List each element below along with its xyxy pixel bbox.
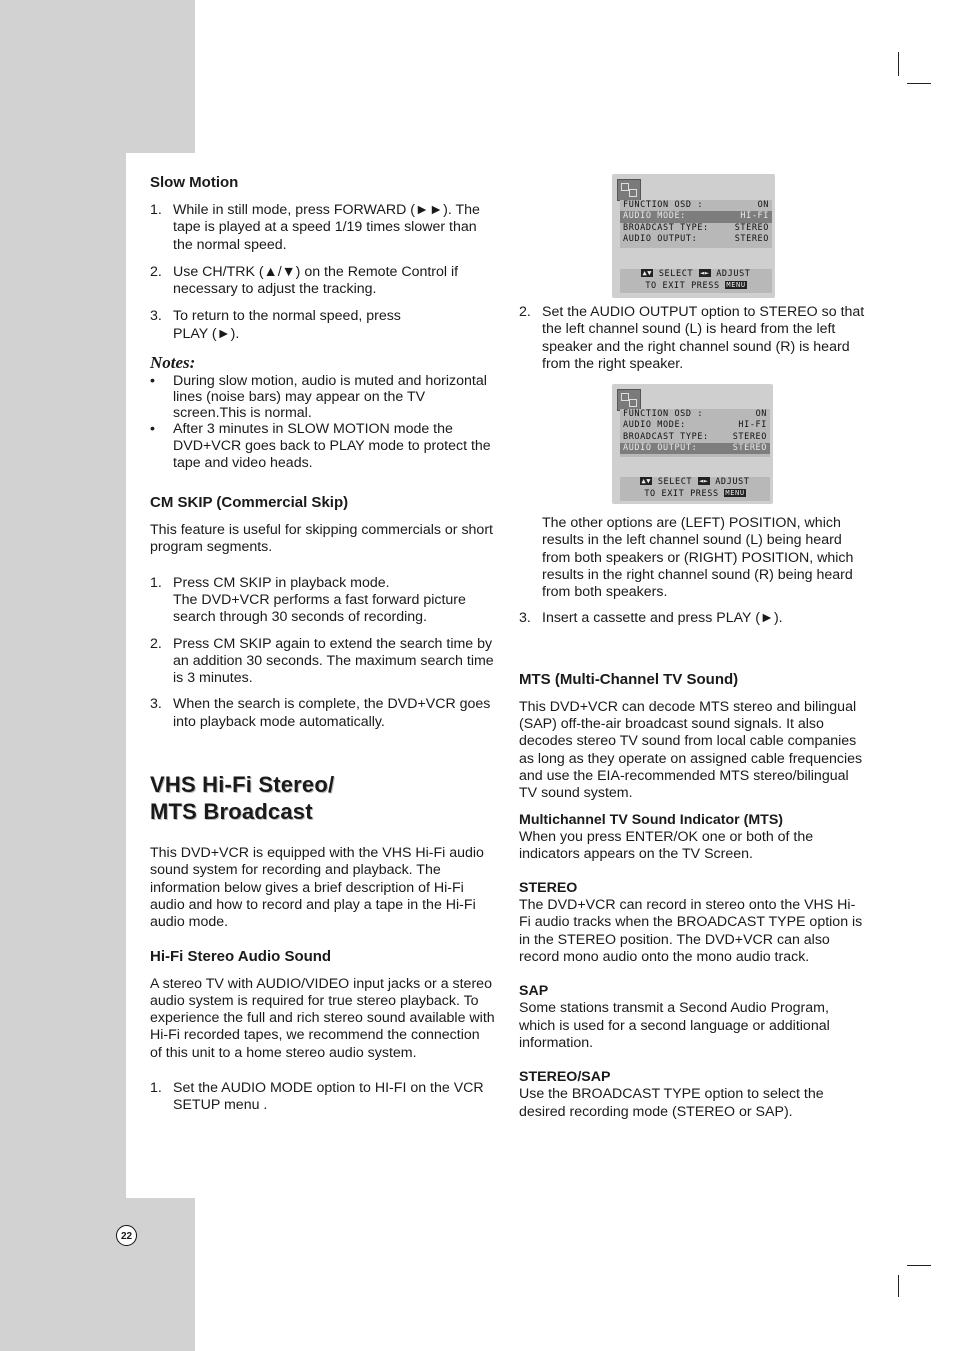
other-options-text: The other options are (LEFT) POSITION, which results in the left channel sound (L) being heard from both speakers or (RIGHT) POSITION, which results in the right channel sound (R) being heard from both speakers. [542,515,854,601]
mts-indicator-text: When you press ENTER/OK one or both of the indicators appears on the TV Screen. [519,828,814,862]
up-down-icon: ▲▼ [641,477,652,485]
audio-output-steps [519,304,867,373]
osd-row: BROADCAST TYPE: STEREO [623,431,767,442]
notes-list [150,373,495,472]
osd-row: FUNCTION OSD : ON [623,409,767,419]
gray-margin-left [0,153,126,1198]
left-column [150,174,495,1115]
gray-margin-top [0,0,195,153]
section-title: VHS Hi-Fi Stereo/ MTS Broadcast [150,772,335,825]
osd-menu [620,409,770,457]
mts-heading: MTS (Multi-Channel TV Sound) [519,670,739,688]
crop-mark [907,83,931,84]
notes-heading: Notes: [150,353,196,373]
slow-motion-steps [150,202,495,343]
crop-mark [898,1275,899,1297]
list-item: 3. When the search is complete, the DVD+VCR goes into playback mode automatically. [150,696,491,730]
slow-motion-heading: Slow Motion [150,174,239,191]
gray-margin-bottom [0,1198,195,1351]
vcr-menu-icon [617,179,641,201]
osd-footer: ▲▼ SELECT ◄► ADJUST TO EXIT PRESS MENU [620,269,772,293]
osd-screen-audio-mode [612,174,775,298]
cm-skip-intro: This feature is useful for skipping commercials or short program segments. [150,522,493,556]
right-column-main [519,515,867,1121]
list-item: 3. Insert a cassette and press PLAY (►). [519,610,783,627]
menu-key-icon: MENU [725,488,745,497]
page-number: 22 [116,1225,137,1246]
osd-screen-audio-output [612,384,773,504]
mts-indicator-heading: Multichannel TV Sound Indicator (MTS) [519,811,784,828]
stereo-sap-heading: STEREO/SAP [519,1069,611,1086]
osd-row-selected: AUDIO MODE: HI-FI [620,211,772,222]
stereo-heading: STEREO [519,880,578,897]
stereo-text: The DVD+VCR can record in stereo onto the VHS Hi-Fi audio tracks when the BROADCAST TYPE option is in the STEREO position. The DVD+VCR can also record mono audio onto the mono audio track. [519,897,863,966]
osd-row-selected: AUDIO OUTPUT: STEREO [620,443,770,454]
hifi-heading: Hi-Fi Stereo Audio Sound [150,947,332,965]
cm-skip-heading: CM SKIP (Commercial Skip) [150,494,349,512]
up-down-icon: ▲▼ [642,269,653,277]
crop-mark [898,52,899,76]
osd-row: AUDIO OUTPUT: STEREO [623,233,769,244]
hifi-text: A stereo TV with AUDIO/VIDEO input jacks or a stereo audio system is required for true stereo playback. To experience the full and rich stereo sound available with Hi-Fi recorded tapes, we recommend the connection of this unit to a home stereo audio system. [150,975,495,1061]
left-right-icon: ◄► [699,269,710,277]
vhs-intro: This DVD+VCR is equipped with the VHS Hi-Fi audio sound system for recording and playback. The information below gives a brief description of Hi-Fi audio and how to record and play a tape in the Hi-Fi audio mode. [150,845,484,931]
vcr-menu-icon [617,389,641,411]
insert-cassette-steps [519,610,867,627]
list-item: 1. While in still mode, press FORWARD (►►). The tape is played at a speed 1/19 times slower than the normal speed. [150,202,480,253]
sap-heading: SAP [519,983,549,1000]
osd-menu [620,200,772,248]
left-right-icon: ◄► [698,477,709,485]
crop-mark [907,1265,931,1266]
mts-text: This DVD+VCR can decode MTS stereo and bilingual (SAP) off-the-air broadcast sound signals. It also decodes stereo TV sound from local cable companies as long as they operate on assigned cable frequencies and use the EIA-recommended MTS stereo/bilingual TV sound system. [519,698,863,802]
osd-row: FUNCTION OSD : ON [623,200,769,210]
list-item: 2. Press CM SKIP again to extend the search time by an addition 30 seconds. The maximum search time is 3 minutes. [150,635,494,687]
list-item: 2. Use CH/TRK (▲/▼) on the Remote Control if necessary to adjust the tracking. [150,263,459,298]
right-column-steps [519,304,867,373]
osd-row: AUDIO MODE: HI-FI [623,420,767,431]
menu-key-icon: MENU [726,280,746,289]
list-item: 2. Set the AUDIO OUTPUT option to STEREO so that the left channel sound (L) is heard from the left speaker and the right channel sound (R) is heard from the right speaker. [519,304,865,372]
hifi-steps [150,1080,495,1115]
osd-footer: ▲▼ SELECT ◄► ADJUST TO EXIT PRESS MENU [620,477,770,501]
list-item: 1. Press CM SKIP in playback mode. The DVD+VCR performs a fast forward picture search through 30 seconds of recording. [150,574,466,626]
list-item: 1. Set the AUDIO MODE option to HI-FI on the VCR SETUP menu . [150,1080,484,1114]
cm-skip-steps [150,575,495,731]
list-item: • During slow motion, audio is muted and horizontal lines (noise bars) may appear on the TV screen.This is normal. [150,373,487,422]
osd-row: BROADCAST TYPE: STEREO [623,222,769,233]
sap-text: Some stations transmit a Second Audio Program, which is used for a second language or additional information. [519,1000,830,1051]
stereo-sap-text: Use the BROADCAST TYPE option to select the desired recording mode (STEREO or SAP). [519,1086,824,1120]
list-item: 3. To return to the normal speed, press PLAY (►). [150,308,401,342]
list-item: • After 3 minutes in SLOW MOTION mode the DVD+VCR goes back to PLAY mode to protect the tape and video heads. [150,421,491,472]
